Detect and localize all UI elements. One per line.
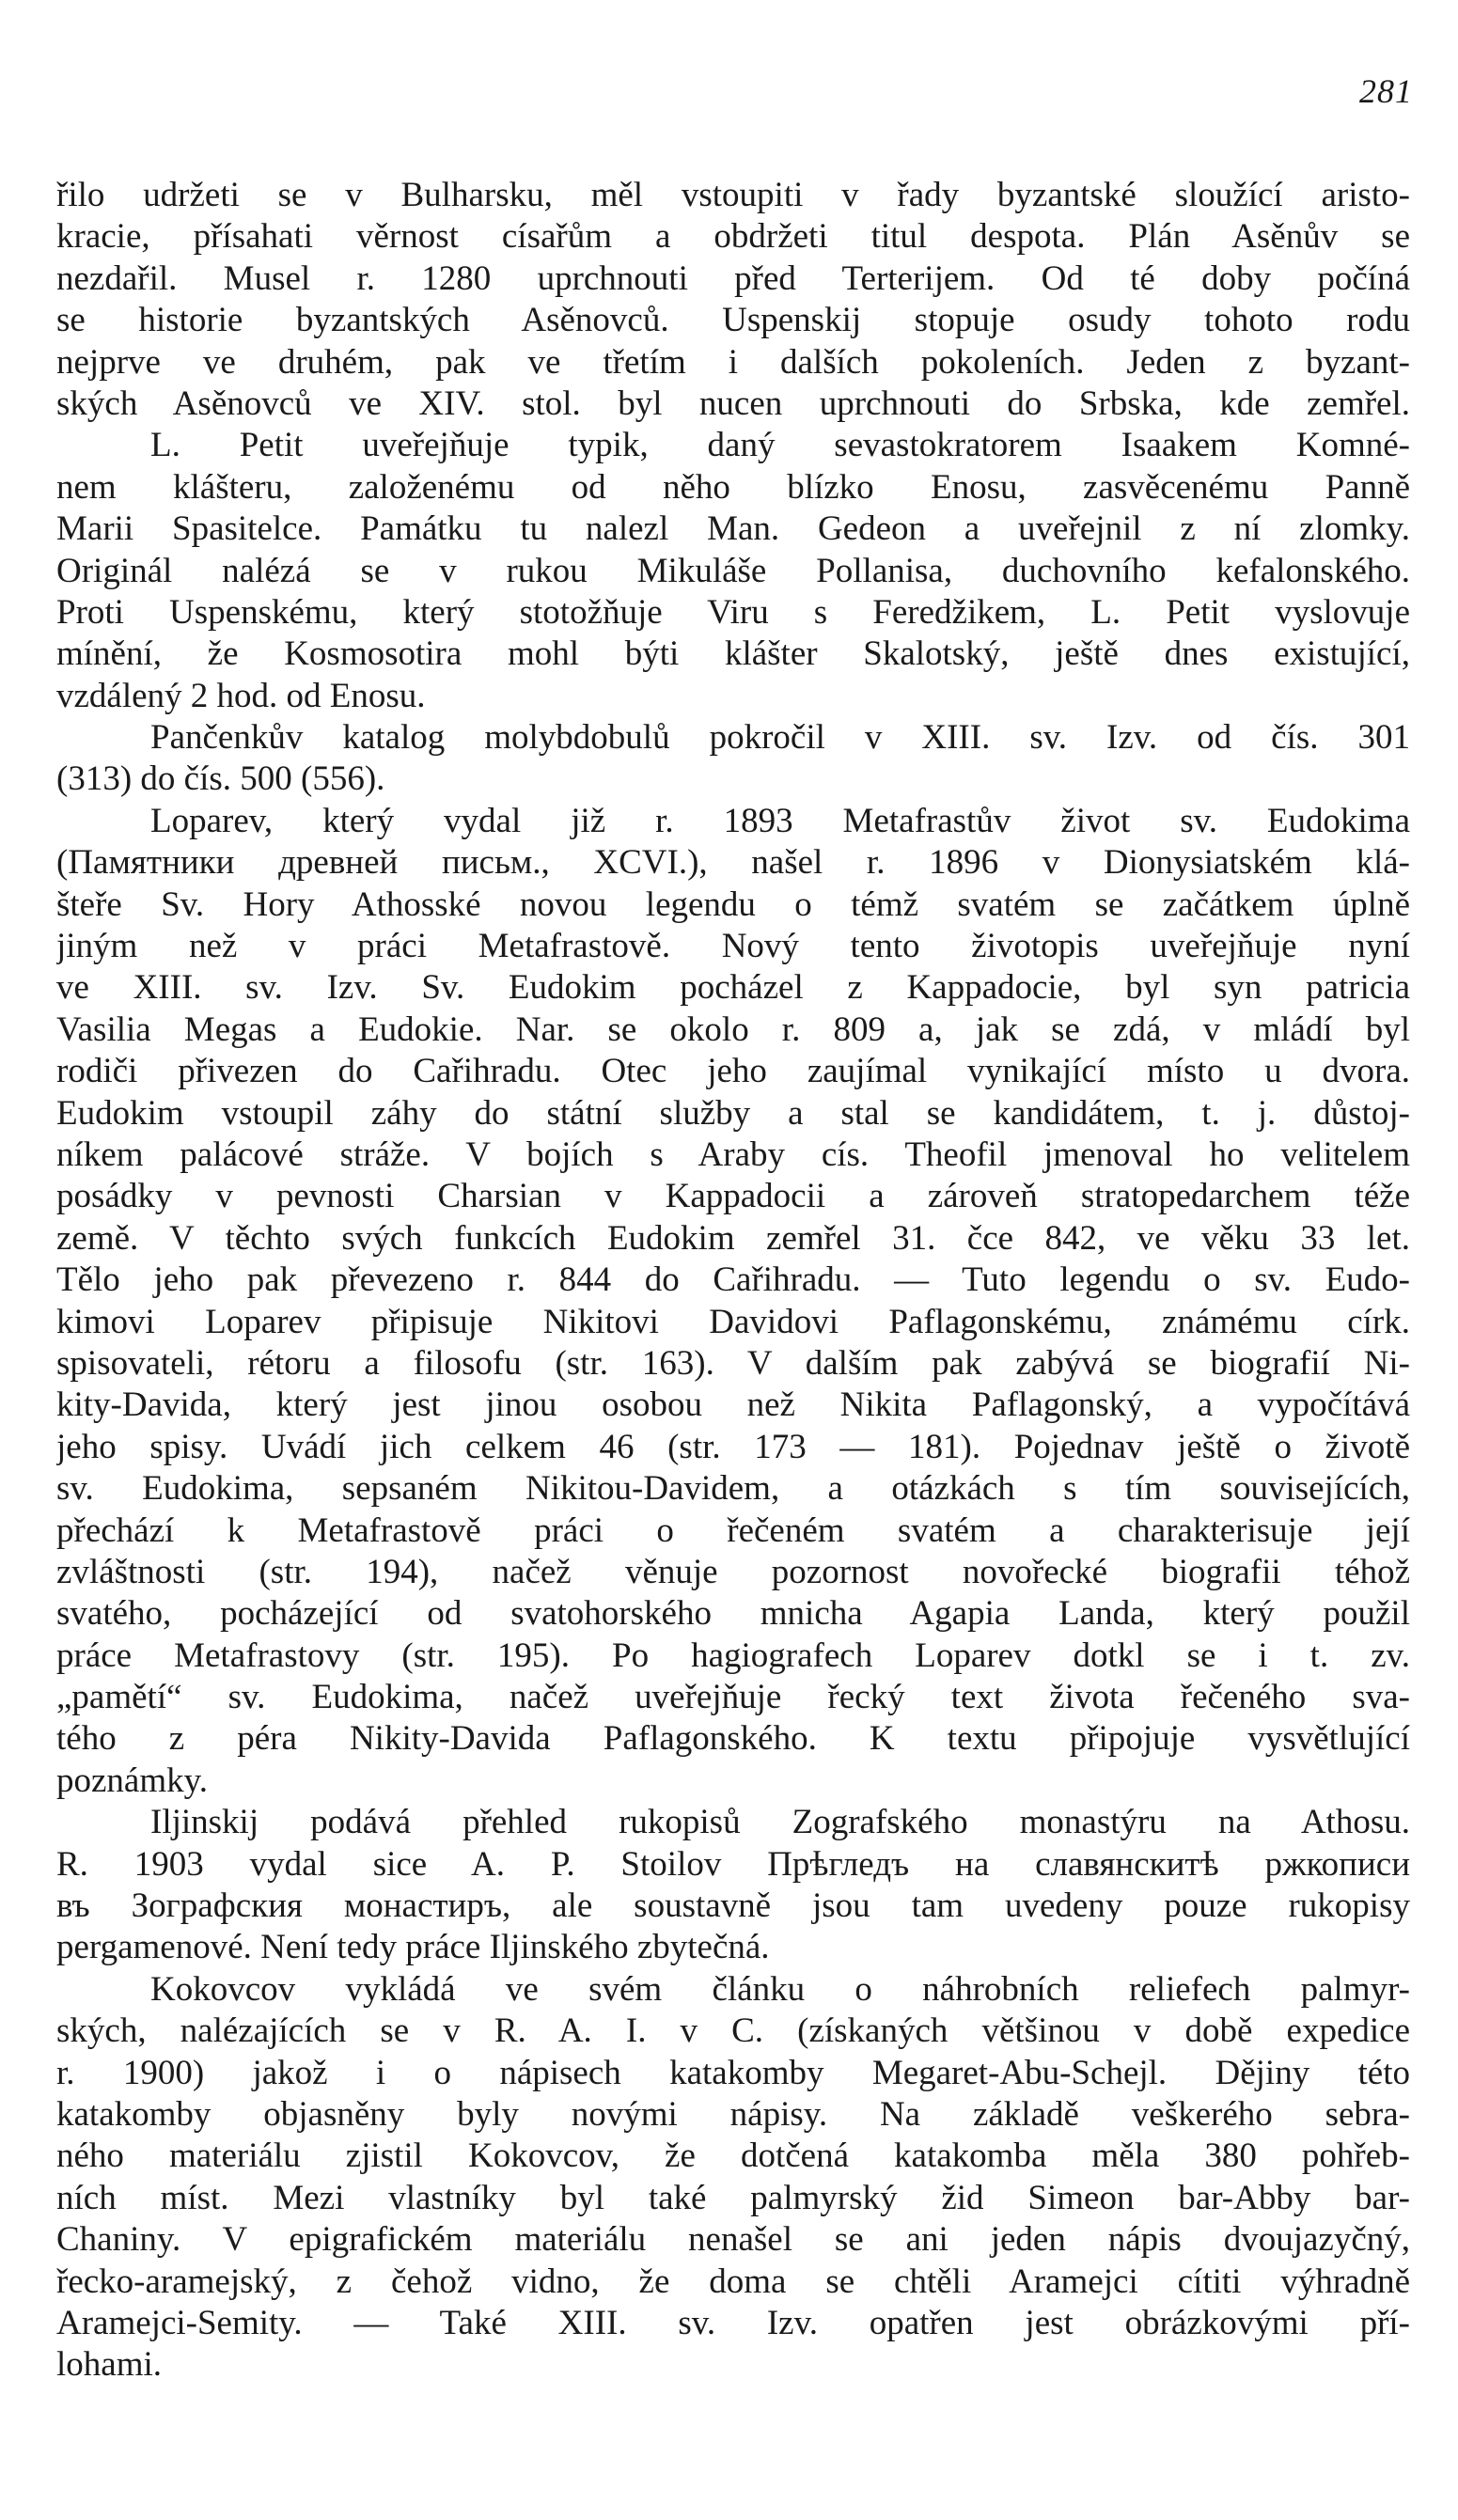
body-text (56, 175, 1410, 2387)
text-line: въ Зографския монастиръ, ale soustavně jsou tam uvedeny pouze rukopisy (56, 1886, 1410, 1926)
text-line: r. 1900) jakož i o nápisech katakomby Megaret-Abu-Schejl. Dějiny této (56, 2053, 1410, 2092)
text-line: mínění, že Kosmosotira mohl býti klášter Skalotský, ještě dnes existující, (56, 634, 1410, 674)
text-line: spisovateli, rétoru a filosofu (str. 163). V dalším pak zabývá se biografií Ni- (56, 1343, 1410, 1383)
text-line: jeho spisy. Uvádí jich celkem 46 (str. 173 — 181). Pojednav ještě o životě (56, 1427, 1410, 1466)
text-line: řilo udržeti se v Bulharsku, měl vstoupiti v řady byzantské sloužící aristo- (56, 176, 1410, 214)
text-line: ských, nalézajících se v R. A. I. v C. (získaných většinou v době expedice (56, 2011, 1410, 2051)
text-line: svatého, pocházející od svatohorského mnicha Agapia Landa, který použil (56, 1594, 1410, 1634)
text-line: Loparev, který vydal již r. 1893 Metafrastův život sv. Eudokima (150, 801, 1410, 840)
text-line: nejprve ve druhém, pak ve třetím i dalších pokoleních. Jeden z byzant- (56, 342, 1410, 382)
text-line: jiným než v práci Metafrastově. Nový tento životopis uveřejňuje nyní (56, 927, 1410, 966)
text-line: přechází k Metafrastově práci o řečeném svatém a charakterisuje její (56, 1510, 1410, 1550)
text-line: katakomby objasněny byly novými nápisy. Na základě veškerého sebra- (56, 2094, 1410, 2134)
text-line: ve XIII. sv. Izv. Sv. Eudokim pocházel z Kappadocie, byl syn patricia (56, 968, 1410, 1008)
text-line: sv. Eudokima, sepsaném Nikitou-Davidem, a otázkách s tím souvisejících, (56, 1469, 1410, 1509)
text-line: šteře Sv. Hory Athosské novou legendu o témž svatém se začátkem úplně (56, 884, 1410, 924)
page-number: 281 (1359, 72, 1413, 110)
text-line: „pamětí“ sv. Eudokima, načež uveřejňuje řecký text života řečeného sva- (56, 1678, 1410, 1717)
text-line: (313) do čís. 500 (556). (56, 759, 385, 799)
text-line: Aramejci-Semity. — Také XIII. sv. Izv. opatřen jest obrázkovými pří- (56, 2303, 1410, 2342)
text-line: Vasilia Megas a Eudokie. Nar. se okolo r. 809 a, jak se zdá, v mládí byl (56, 1010, 1410, 1049)
text-line: vzdálený 2 hod. od Enosu. (56, 676, 426, 715)
text-line: Originál nalézá se v rukou Mikuláše Pollanisa, duchovního kefalonského. (56, 551, 1410, 590)
text-line: níkem palácové stráže. V bojích s Araby cís. Theofil jmenoval ho velitelem (56, 1135, 1410, 1174)
text-line: Tělo jeho pak převezeno r. 844 do Cařihradu. — Tuto legendu o sv. Eudo- (56, 1260, 1410, 1300)
text-line: práce Metafrastovy (str. 195). Po hagiografech Loparev dotkl se i t. zv. (56, 1636, 1410, 1675)
text-line: ného materiálu zjistil Kokovcov, že dotčená katakomba měla 380 pohřeb- (56, 2137, 1410, 2176)
text-line: Kokovcov vykládá ve svém článku o náhrobních reliefech palmyr- (150, 1969, 1410, 2009)
text-line: Eudokim vstoupil záhy do státní služby a stal se kandidátem, t. j. důstoj- (56, 1093, 1410, 1133)
text-line: Pančenkův katalog molybdobulů pokročil v XIII. sv. Izv. od čís. 301 (150, 718, 1410, 758)
text-line: ních míst. Mezi vlastníky byl také palmyrský žid Simeon bar-Abby bar- (56, 2178, 1410, 2217)
text-line: země. V těchto svých funkcích Eudokim zemřel 31. čce 842, ve věku 33 let. (56, 1218, 1410, 1258)
text-line: lohami. (56, 2345, 163, 2385)
text-line: řecko-aramejský, z čehož vidno, že doma se chtěli Aramejci cítiti výhradně (56, 2262, 1410, 2301)
text-line: zvláštnosti (str. 194), načež věnuje pozornost novořecké biografii téhož (56, 1552, 1410, 1591)
text-line: rodiči přivezen do Cařihradu. Otec jeho zaujímal vynikající místo u dvora. (56, 1052, 1410, 1091)
text-line: ských Asěnovců ve XIV. stol. byl nucen uprchnouti do Srbska, kde zemřel. (56, 383, 1410, 423)
text-line: pergamenové. Není tedy práce Iljinského zbytečná. (56, 1928, 770, 1967)
text-line: Chaniny. V epigrafickém materiálu nenašel se ani jeden nápis dvoujazyčný, (56, 2220, 1410, 2260)
text-line: Marii Spasitelce. Památku tu nalezl Man. Gedeon a uveřejnil z ní zlomky. (56, 509, 1410, 549)
text-line: se historie byzantských Asěnovců. Uspenskij stopuje osudy tohoto rodu (56, 301, 1410, 340)
text-line: kity-Davida, který jest jinou osobou než Nikita Paflagonský, a vypočítává (56, 1385, 1410, 1425)
text-line: poznámky. (56, 1761, 208, 1800)
text-line: nem klášteru, založenému od něho blízko Enosu, zasvěcenému Panně (56, 467, 1410, 507)
text-line: kimovi Loparev připisuje Nikitovi Davidovi Paflagonskému, známému círk. (56, 1302, 1410, 1341)
text-line: posádky v pevnosti Charsian v Kappadocii a zároveň stratopedarchem téže (56, 1177, 1410, 1216)
text-line: kracie, přísahati věrnost císařům a obdržeti titul despota. Plán Asěnův se (56, 217, 1410, 257)
text-line: (Памятники древней письм., XCVI.), našel r. 1896 v Dionysiatském klá- (56, 843, 1410, 883)
text-line: tého z péra Nikity-Davida Paflagonského. K textu připojuje vysvětlující (56, 1719, 1410, 1759)
text-line: L. Petit uveřejňuje typik, daný sevastokratorem Isaakem Komné- (150, 426, 1410, 465)
text-line: Proti Uspenskému, který stotožňuje Viru s Feredžikem, L. Petit vyslovuje (56, 592, 1410, 632)
text-line: nezdařil. Musel r. 1280 uprchnouti před Terterijem. Od té doby počíná (56, 258, 1410, 298)
text-line: Iljinskij podává přehled rukopisů Zografského monastýru na Athosu. (150, 1803, 1410, 1842)
text-line: R. 1903 vydal sice A. P. Stoilov Прѣгледъ на славянскитѣ ржкописи (56, 1844, 1410, 1884)
